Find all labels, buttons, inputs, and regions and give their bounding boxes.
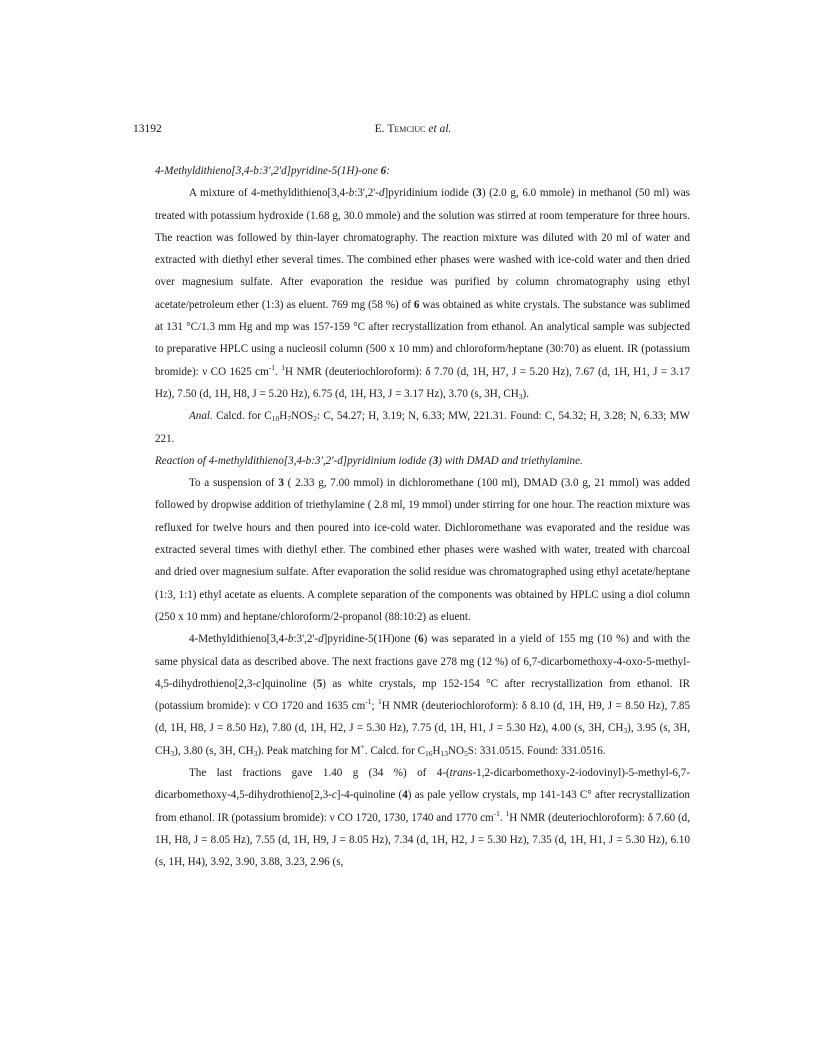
article-body bbox=[155, 160, 690, 874]
section-title-reaction: Reaction of 4-methyldithieno[3,4-b:3',2'-d]pyridinium iodide (3) with DMAD and triethylamine. bbox=[155, 454, 583, 467]
running-head bbox=[133, 123, 693, 135]
paragraph-analysis-6: Anal. Calcd. for $C_{10}H_7NOS_2$: C, 54.27; H, 3.19; N, 6.33; MW, 221.31. Found: C, 54.32; H, 3.28; N, 6.33; MW 221. bbox=[155, 410, 690, 445]
running-head-author: Temciuc bbox=[387, 123, 426, 135]
page-number: 13192 bbox=[133, 123, 162, 135]
section-title-compound-6: 4-Methyldithieno[3,4-b:3',2'd]pyridine-5(1H)-one 6: bbox=[155, 165, 390, 177]
running-head-initial: E. bbox=[374, 123, 388, 135]
running-head-etal: et al. bbox=[425, 123, 452, 135]
paragraph-reaction-procedure: To a suspension of 3 ( 2.33 g, 7.00 mmol) in dichloromethane (100 ml), DMAD (3.0 g, 21 mmol) was added followed by dropwise addition of triethylamine ( 2.8 ml, 19 mmol) under stirring for one hour. The reaction mixture was refluxed for twelve hours and then poured into ice-cold water. Dichloromethane was evaporated and the residue was extracted several times with diethyl ether. The combined ether phases were washed with water, treated with charcoal and dried over magnesium sulfate. After evaporation the solid residue was chromatographed using ethyl acetate/heptane (1:3, 1:1) ethyl acetate as eluents. A complete separation of the components was obtained by HPLC using a diol column (250 x 10 mm) and heptane/chloroform/2-propanol (88:10:2) as eluent. bbox=[155, 477, 691, 623]
section-title-text: 4-Methyldithieno[3,4-b:3',2'd]pyridine-5(1H)-one bbox=[155, 165, 378, 177]
paragraph-synthesis-6: A mixture of 4-methyldithieno[3,4-b:3',2'-d]pyridinium iodide (3) (2.0 g, 6.0 mmole) in methanol (50 ml) was treated with potassium hydroxide (1.68 g, 30.0 mmole) and the solution was stirred at room temperature for three hours. The reaction was followed by thin-layer chromatography. The reaction mixture was diluted with 20 ml of water and extracted with diethyl ether several times. The combined ether phases were washed with ice-cold water and then dried over magnesium sulfate. After evaporation the residue was purified by column chromatography using ethyl acetate/petroleum ether (1:3) as eluent. 769 mg (58 %) of 6 was obtained as white crystals. The substance was sublimed at 131 °C/1.3 mm Hg and mp was 157-159 °C after recrystallization from ethanol. An analytical sample was subjected to preparative HPLC using a nucleosil column (500 x 10 mm) and chloroform/heptane (30:70) as eluent. IR (potassium bromide): ν CO 1625 $cm^{-1}$. $^1$H NMR (deuteriochloroform): δ 7.70 (d, 1H, H7, J = 5.20 Hz), 7.67 (d, 1H, H1, J = 3.17 Hz), 7.50 (d, 1H, H8, J = 5.20 Hz), 6.75 (d, 1H, H3, J = 3.17 Hz), 3.70 (s, 3H, $CH_3$). bbox=[155, 187, 690, 401]
compound-number: 6 bbox=[380, 165, 387, 177]
page-header bbox=[133, 123, 693, 139]
paragraph-product-4: The last fractions gave 1.40 g (34 %) of 4-(trans-1,2-dicarbomethoxy-2-iodovinyl)-5-methyl-6,7-dicarbomethoxy-4,5-dihydrothieno[2,3-c]-4-quinoline (4) as pale yellow crystals, mp 141-143 C° after recrystallization from ethanol. IR (potassium bromide): ν CO 1720, 1730, 1740 and 1770 $cm^{-1}$. $^1$H NMR (deuteriochloroform): δ 7.60 (d, 1H, H8, J = 8.05 Hz), 7.55 (d, 1H, H9, J = 8.05 Hz), 7.34 (d, 1H, H2, J = 5.30 Hz), 7.35 (d, 1H, H1, J = 5.30 Hz), 6.10 (s, 1H, H4), 3.92, 3.90, 3.88, 3.23, 2.96 (s, bbox=[155, 767, 690, 869]
paragraph-products-5-6: 4-Methyldithieno[3,4-b:3',2'-d]pyridine-5(1H)one (6) was separated in a yield of 155 mg (10 %) and with the same physical data as described above. The next fractions gave 278 mg (12 %) of 6,7-dicarbomethoxy-4-oxo-5-methyl-4,5-dihydrothieno[2,3-c]quinoline (5) as white crystals, mp 152-154 °C after recrystallization from ethanol. IR (potassium bromide): ν CO 1720 and 1635 $cm^{-1}$; $^1$H NMR (deuteriochloroform): δ 8.10 (d, 1H, H9, J = 8.50 Hz), 7.85 (d, 1H, H8, J = 8.50 Hz), 7.80 (d, 1H, H2, J = 5.30 Hz), 7.75 (d, 1H, H1, J = 5.30 Hz), 4.00 (s, 3H, $CH_3$), 3.95 (s, 3H, $CH_3$), 3.80 (s, 3H, $CH_3$). Peak matching for M+. Calcd. for $C_{16}H_{13}NO_5S$: 331.0515. Found: 331.0516. bbox=[155, 633, 690, 758]
